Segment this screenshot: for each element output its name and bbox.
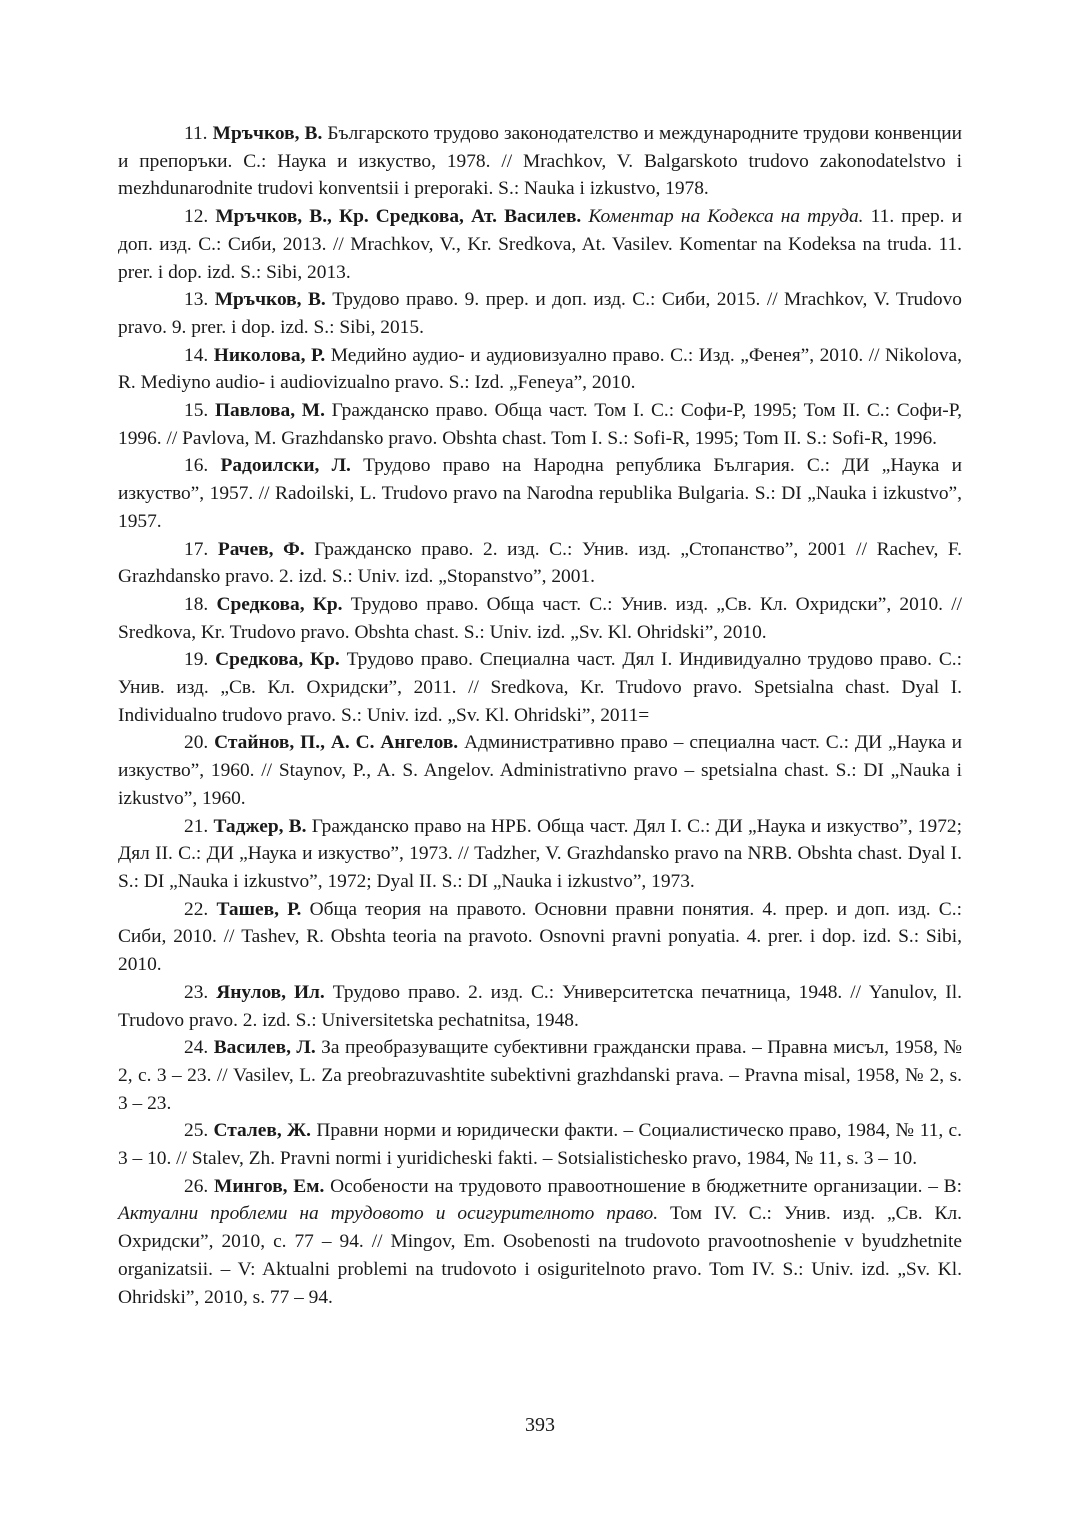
reference-text: Българското трудово законодателство и международните трудови конвенции и препоръки. С.: Наука и изкуство, 1978. // Mrachkov, V. Balgarskoto trudovo zakonodatelstvo i mezhdunarodnite trudovi konventsii i preporaki. S.: Nauka i izkustvo, 1978. xyxy=(118,123,962,200)
reference-item xyxy=(118,536,962,591)
reference-title: Коментар на Кодекса на труда. xyxy=(588,206,864,228)
reference-number: 13. xyxy=(184,289,209,311)
reference-item xyxy=(118,203,962,286)
reference-author: Павлова, М. xyxy=(214,400,325,422)
reference-number: 15. xyxy=(184,400,209,422)
reference-item xyxy=(118,1117,962,1172)
reference-number: 14. xyxy=(184,344,209,366)
reference-text: Том IV. С.: Унив. изд. „Св. Кл. Охридски”, 2010, с. 77 – 94. // Mingov, Em. Osobenosti na trudovoto pravootnoshenie v byudzhetnite organizatsii. – V: Aktualni problemi na trudovoto i osiguritelnoto pravo. Tom IV. S.: Univ. izd. „Sv. Kl. Ohridski”, 2010, s. 77 – 94. xyxy=(118,1203,963,1308)
reference-author: Ташев, Р. xyxy=(216,898,302,920)
reference-item xyxy=(118,286,962,341)
reference-author: Средкова, Кр. xyxy=(216,593,343,615)
reference-author: Мръчков, В. xyxy=(214,289,326,311)
reference-number: 12. xyxy=(184,206,209,228)
reference-item xyxy=(118,1034,962,1117)
reference-text: Трудово право. 9. прер. и доп. изд. С.: Сиби, 2015. // Mrachkov, V. Trudovo pravo. 9. prer. i dop. izd. S.: Sibi, 2015. xyxy=(118,289,963,338)
reference-text: Медийно аудио- и аудиовизуално право. С.: Изд. „Фенея”, 2010. // Nikolova, R. Mediyno audio- i audiovizualno pravo. S.: Izd. „Feneya”, 2010. xyxy=(118,344,962,394)
reference-text: Гражданско право на НРБ. Обща част. Дял I. С.: ДИ „Наука и изкуство”, 1972; Дял II. С.: ДИ „Наука и изкуство”, 1973. // Tadzher, V. Grazhdansko pravo na NRB. Obshta chast. Dyal I. S.: DI „Nauka i izkustvo”, 1972; Dyal II. S.: DI „Nauka i izkustvo”, 1973. xyxy=(118,815,962,892)
reference-number: 25. xyxy=(184,1120,209,1142)
reference-number: 17. xyxy=(184,538,209,560)
reference-author: Мръчков, В., Кр. Средкова, Ат. Василев. xyxy=(215,206,582,228)
reference-number: 18. xyxy=(184,593,209,615)
reference-item xyxy=(118,342,962,397)
reference-number: 26. xyxy=(184,1175,209,1197)
reference-author: Сталев, Ж. xyxy=(213,1120,312,1142)
reference-text: За преобразуващите субективни граждански права. – Правна мисъл, 1958, № 2, с. 3 – 23. // Vasilev, L. Za preobrazuvashtite subektivni grazhdanski prava. – Pravna misal, 1958, № 2, s. 3 – 23. xyxy=(118,1037,962,1114)
reference-number: 16. xyxy=(184,455,209,477)
reference-item xyxy=(118,591,962,646)
reference-text: Административно право – специална част. С.: ДИ „Наука и изкуство”, 1960. // Staynov, P., A. S. Angelov. Administrativno pravo – spetsialna chast. S.: DI „Nauka i izkustvo”, 1960. xyxy=(118,732,962,809)
reference-text: Трудово право. 2. изд. С.: Университетска печатница, 1948. // Yanulov, Il. Trudovo pravo. 2. izd. S.: Universitetska pechatnitsa, 1948. xyxy=(118,981,962,1031)
reference-item xyxy=(118,896,962,979)
reference-item xyxy=(118,979,962,1034)
reference-author: Радоилски, Л. xyxy=(220,455,351,477)
reference-text: Трудово право. Обща част. С.: Унив. изд. „Св. Кл. Охридски”, 2010. // Sredkova, Kr. Trudovo pravo. Obshta chast. S.: Univ. izd. „Sv. Kl. Ohridski”, 2010. xyxy=(118,593,962,643)
reference-text: Гражданско право. Обща част. Том I. С.: Софи-Р, 1995; Том II. С.: Софи-Р, 1996. // Pavlova, M. Grazhdansko pravo. Obshta chast. Tom I. S.: Sofi-R, 1995; Tom II. S.: Sofi-R, 1996. xyxy=(118,400,962,449)
reference-author: Мингов, Ем. xyxy=(214,1175,325,1197)
reference-item xyxy=(118,646,962,729)
reference-number: 11. xyxy=(184,123,208,144)
reference-number: 21. xyxy=(184,815,209,837)
reference-text: Гражданско право. 2. изд. С.: Унив. изд. „Стопанство”, 2001 // Rachev, F. Grazhdansko pravo. 2. izd. S.: Univ. izd. „Stopanstvo”, 2001. xyxy=(118,538,962,588)
reference-text: Трудово право на Народна република България. С.: ДИ „Наука и изкуство”, 1957. // Radoilski, L. Trudovo pravo na Narodna republika Bulgaria. S.: DI „Nauka i izkustvo”, 1957. xyxy=(118,455,962,532)
page-number: 393 xyxy=(525,1414,555,1436)
reference-number: 24. xyxy=(184,1037,209,1059)
reference-item xyxy=(118,452,962,535)
reference-text: 11. прер. и доп. изд. С.: Сиби, 2013. // Mrachkov, V., Kr. Sredkova, At. Vasilev. Komentar na Kodeksa na truda. 11. prer. i dop. izd. S.: Sibi, 2013. xyxy=(118,206,962,283)
reference-item xyxy=(118,813,962,896)
reference-author: Янулов, Ил. xyxy=(216,981,325,1003)
reference-author: Таджер, В. xyxy=(213,815,307,837)
reference-author: Стайнов, П., А. С. Ангелов. xyxy=(214,732,459,754)
reference-author: Мръчков, В. xyxy=(212,123,323,144)
reference-number: 23. xyxy=(184,981,209,1003)
reference-item xyxy=(118,397,962,452)
reference-author: Василев, Л. xyxy=(213,1037,316,1059)
reference-item xyxy=(118,1173,962,1312)
reference-number: 20. xyxy=(184,732,209,754)
reference-text: Особености на трудовото правоотношение в бюджетните организации. – В: xyxy=(330,1175,962,1197)
reference-number: 19. xyxy=(184,649,209,671)
reference-text: Правни норми и юридически факти. – Социалистическо право, 1984, № 11, с. 3 – 10. // Stalev, Zh. Pravni normi i yuridicheski fakti. – Sotsialistichesko pravo, 1984, № 11, s. 3 – 10. xyxy=(118,1120,962,1170)
reference-item xyxy=(118,120,962,203)
reference-number: 22. xyxy=(184,898,209,920)
reference-list xyxy=(118,120,962,1311)
reference-item xyxy=(118,729,962,812)
reference-author: Средкова, Кр. xyxy=(215,649,340,671)
reference-author: Рачев, Ф. xyxy=(217,538,305,560)
reference-author: Николова, Р. xyxy=(213,344,326,366)
reference-title: Актуални проблеми на трудовото и осигурителното право. xyxy=(118,1203,659,1225)
reference-text: Трудово право. Специална част. Дял I. Индивидуално трудово право. С.: Унив. изд. „Св. Кл. Охридски”, 2011. // Sredkova, Kr. Trudovo pravo. Spetsialna chast. Dyal I. Individualno trudovo pravo. S.: Univ. izd. „Sv. Kl. Ohridski”, 2011= xyxy=(118,649,962,726)
reference-text: Обща теория на правото. Основни правни понятия. 4. прер. и доп. изд. С.: Сиби, 2010. // Tashev, R. Obshta teoria na pravoto. Osnovni pravni ponyatia. 4. prer. i dop. izd. S.: Sibi, 2010. xyxy=(118,898,962,976)
